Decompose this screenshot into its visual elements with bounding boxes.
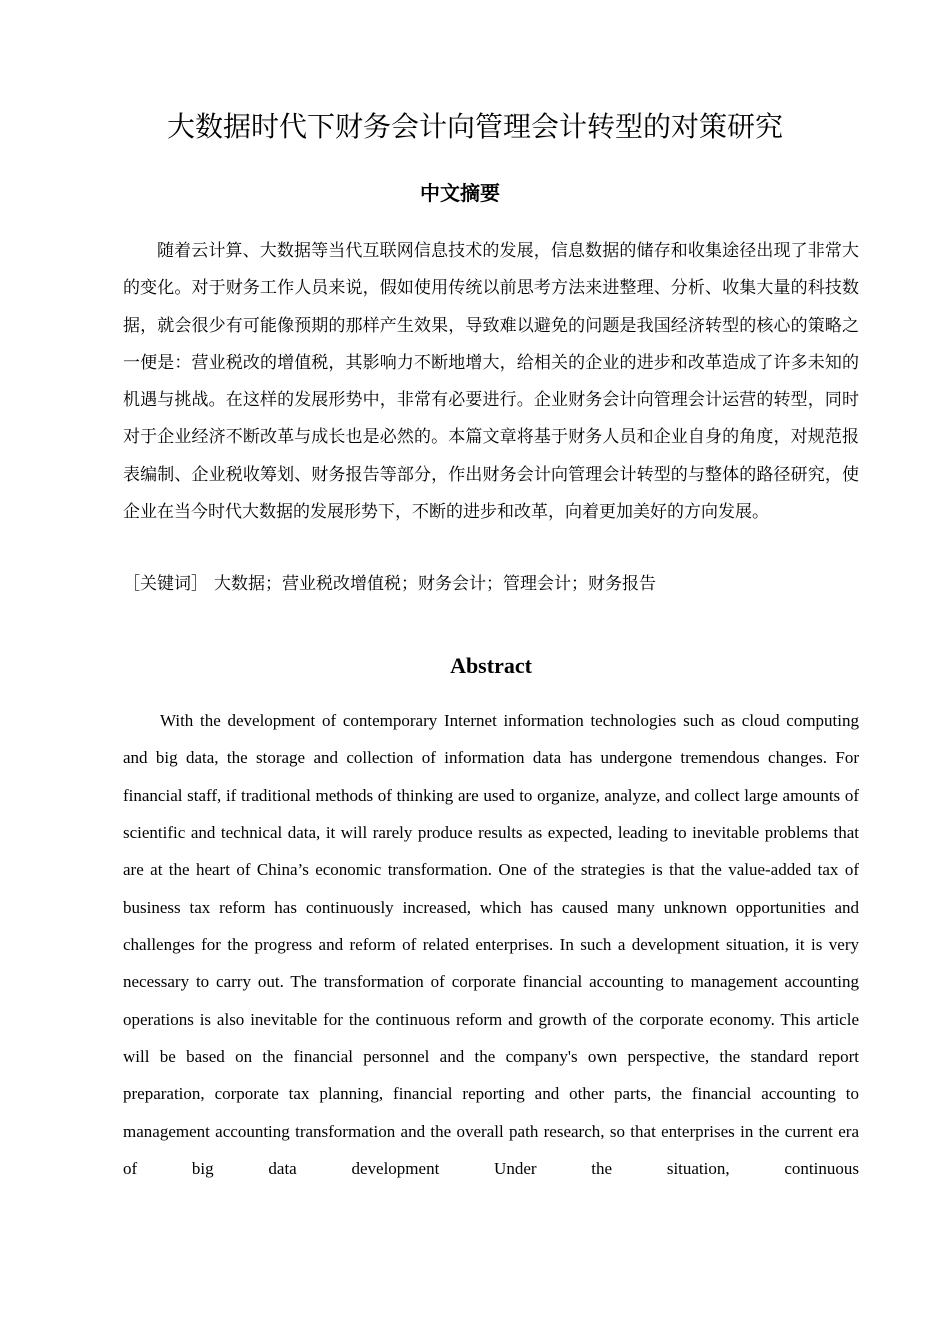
chinese-abstract-body: 随着云计算、大数据等当代互联网信息技术的发展，信息数据的储存和收集途径出现了非常大的变化。对于财务工作人员来说，假如使用传统以前思考方法来进整理、分析、收集大量的科技数据，就会很少有可能像预期的那样产生效果，导致难以避免的问题是我国经济转型的核心的策略之一便是：营业税改的增值税，其影响力不断地增大，给相关的企业的进步和改革造成了许多未知的机遇与挑战。在这样的发展形势中，非常有必要进行。企业财务会计向管理会计运营的转型，同时对于企业经济不断改革与成长也是必然的。本篇文章将基于财务人员和企业自身的角度，对规范报表编制、企业税收筹划、财务报告等部分，作出财务会计向管理会计转型的与整体的路径研究，使企业在当今时代大数据的发展形势下，不断的进步和改革，向着更加美好的方向发展。 (123, 241, 859, 523)
paper-title: 大数据时代下财务会计向管理会计转型的对策研究 (166, 110, 783, 143)
english-abstract-heading: Abstract (450, 653, 532, 678)
keywords-line (123, 566, 859, 603)
keywords-text: 大数据；营业税改增值税；财务会计；管理会计；财务报告 (214, 574, 656, 594)
english-abstract-body: With the development of contemporary Internet information technologies such as cloud computing and big data, the storage and collection of information data has undergone tremendous changes. For financial staff, if traditional methods of thinking are used to organize, analyze, and collect large amounts of scientific and technical data, it will rarely produce results as expected, leading to inevitable problems that are at the heart of China’s economic transformation. One of the strategies is that the value-added tax of business tax reform has continuously increased, which has caused many unknown opportunities and challenges for the progress and reform of related enterprises. In such a development situation, it is very necessary to carry out. The transformation of corporate financial accounting to management accounting operations is also inevitable for the continuous reform and growth of the corporate economy. This article will be based on the financial personnel and the company's own perspective, the standard report preparation, corporate tax planning, financial reporting and other parts, the financial accounting to management accounting transformation and the overall path research, so that enterprises in the current era of big data development Under the situation, continuous (123, 711, 859, 1179)
chinese-abstract-heading: 中文摘要 (420, 181, 500, 205)
keywords-label: ［关键词］ (123, 574, 208, 594)
